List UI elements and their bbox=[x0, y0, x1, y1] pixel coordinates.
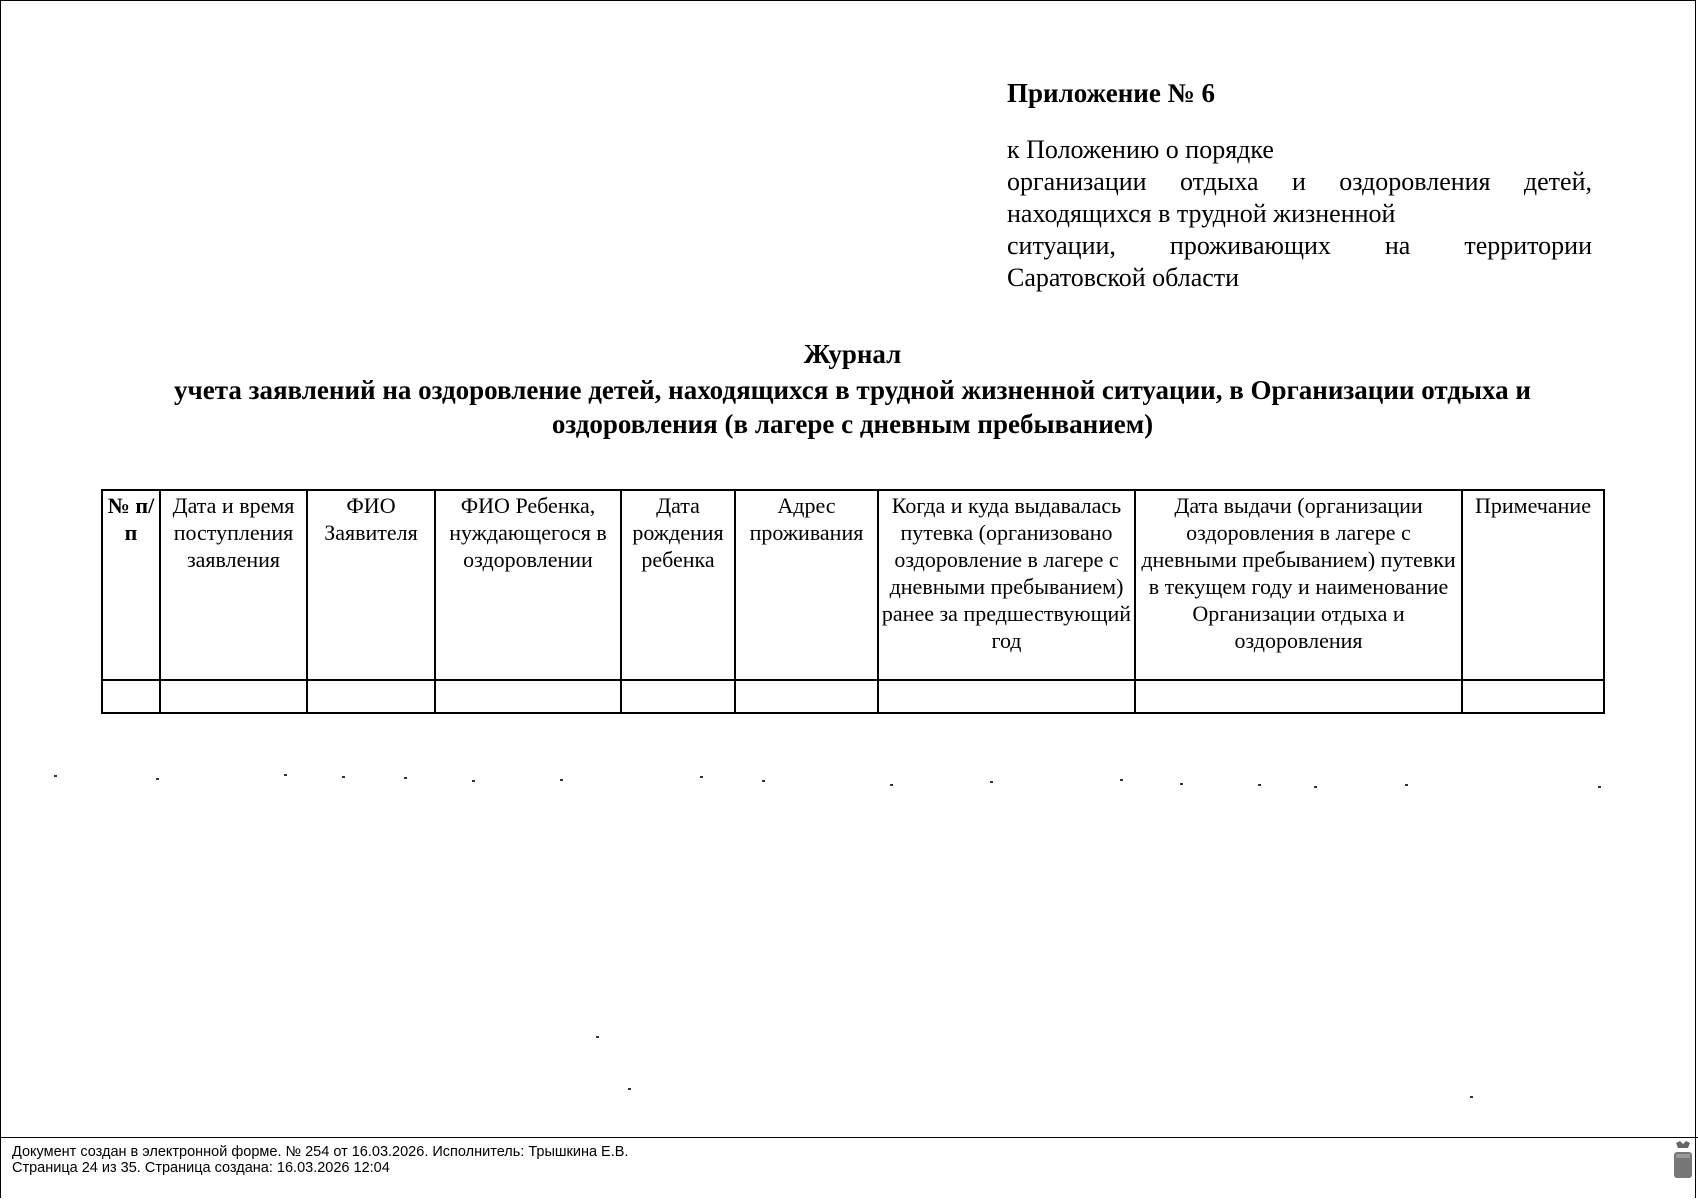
journal-subtitle-line: оздоровления (в лагере с дневным пребыванием) bbox=[551, 409, 1154, 439]
table-cell bbox=[102, 680, 160, 713]
footer-line: Документ создан в электронной форме. № 254 от 16.03.2026. Исполнитель: Трышкина Е.В. bbox=[12, 1144, 629, 1160]
appendix-line: находящихся в трудной жизненной bbox=[1007, 199, 1396, 228]
table-row bbox=[102, 680, 1604, 713]
appendix-line: Саратовской области bbox=[1007, 263, 1240, 292]
table-cell bbox=[307, 680, 435, 713]
journal-title: Журнал bbox=[803, 339, 902, 369]
table-cell bbox=[160, 680, 307, 713]
appendix-line: организации отдыха и оздоровления детей, bbox=[1007, 167, 1592, 196]
applications-log-table bbox=[101, 489, 1605, 714]
table-cell bbox=[878, 680, 1135, 713]
appendix-title: Приложение № 6 bbox=[1007, 78, 1215, 108]
column-header-number: № п/п bbox=[102, 490, 160, 680]
column-header-applicant-name: ФИО Заявителя bbox=[307, 490, 435, 680]
document-footer bbox=[12, 1144, 628, 1176]
column-header-child-name: ФИО Ребенка, нуждающегося в оздоровлении bbox=[435, 490, 621, 680]
footer-divider bbox=[0, 1137, 1698, 1138]
column-header-current-voucher: Дата выдачи (организации оздоровления в лагере с дневными пребыванием) путевки в текущем году и наименование Организации отдыха и оздоровления bbox=[1135, 490, 1462, 680]
column-header-note: Примечание bbox=[1462, 490, 1604, 680]
table-cell bbox=[435, 680, 621, 713]
column-header-date-received: Дата и время поступления заявления bbox=[160, 490, 307, 680]
table-cell bbox=[735, 680, 878, 713]
table-header-row bbox=[102, 490, 1604, 680]
footer-line: Страница 24 из 35. Страница создана: 16.03.2026 12:04 bbox=[12, 1160, 390, 1176]
table-cell bbox=[621, 680, 735, 713]
journal-subtitle-line: учета заявлений на оздоровление детей, находящихся в трудной жизненной ситуации, в Организации отдыха и bbox=[174, 375, 1531, 405]
column-header-previous-voucher: Когда и куда выдавалась путевка (организовано оздоровление в лагере с дневными пребыванием) ранее за предшествующий год bbox=[878, 490, 1135, 680]
appendix-block bbox=[1007, 76, 1592, 294]
appendix-line: к Положению о порядке bbox=[1007, 135, 1274, 164]
journal-subtitle bbox=[100, 373, 1605, 441]
appendix-line: ситуации, проживающих на территории bbox=[1007, 231, 1592, 260]
document-stamp-icon bbox=[1672, 1140, 1694, 1180]
column-header-address: Адрес проживания bbox=[735, 490, 878, 680]
table-cell bbox=[1135, 680, 1462, 713]
column-header-child-birthdate: Дата рождения ребенка bbox=[621, 490, 735, 680]
table-cell bbox=[1462, 680, 1604, 713]
